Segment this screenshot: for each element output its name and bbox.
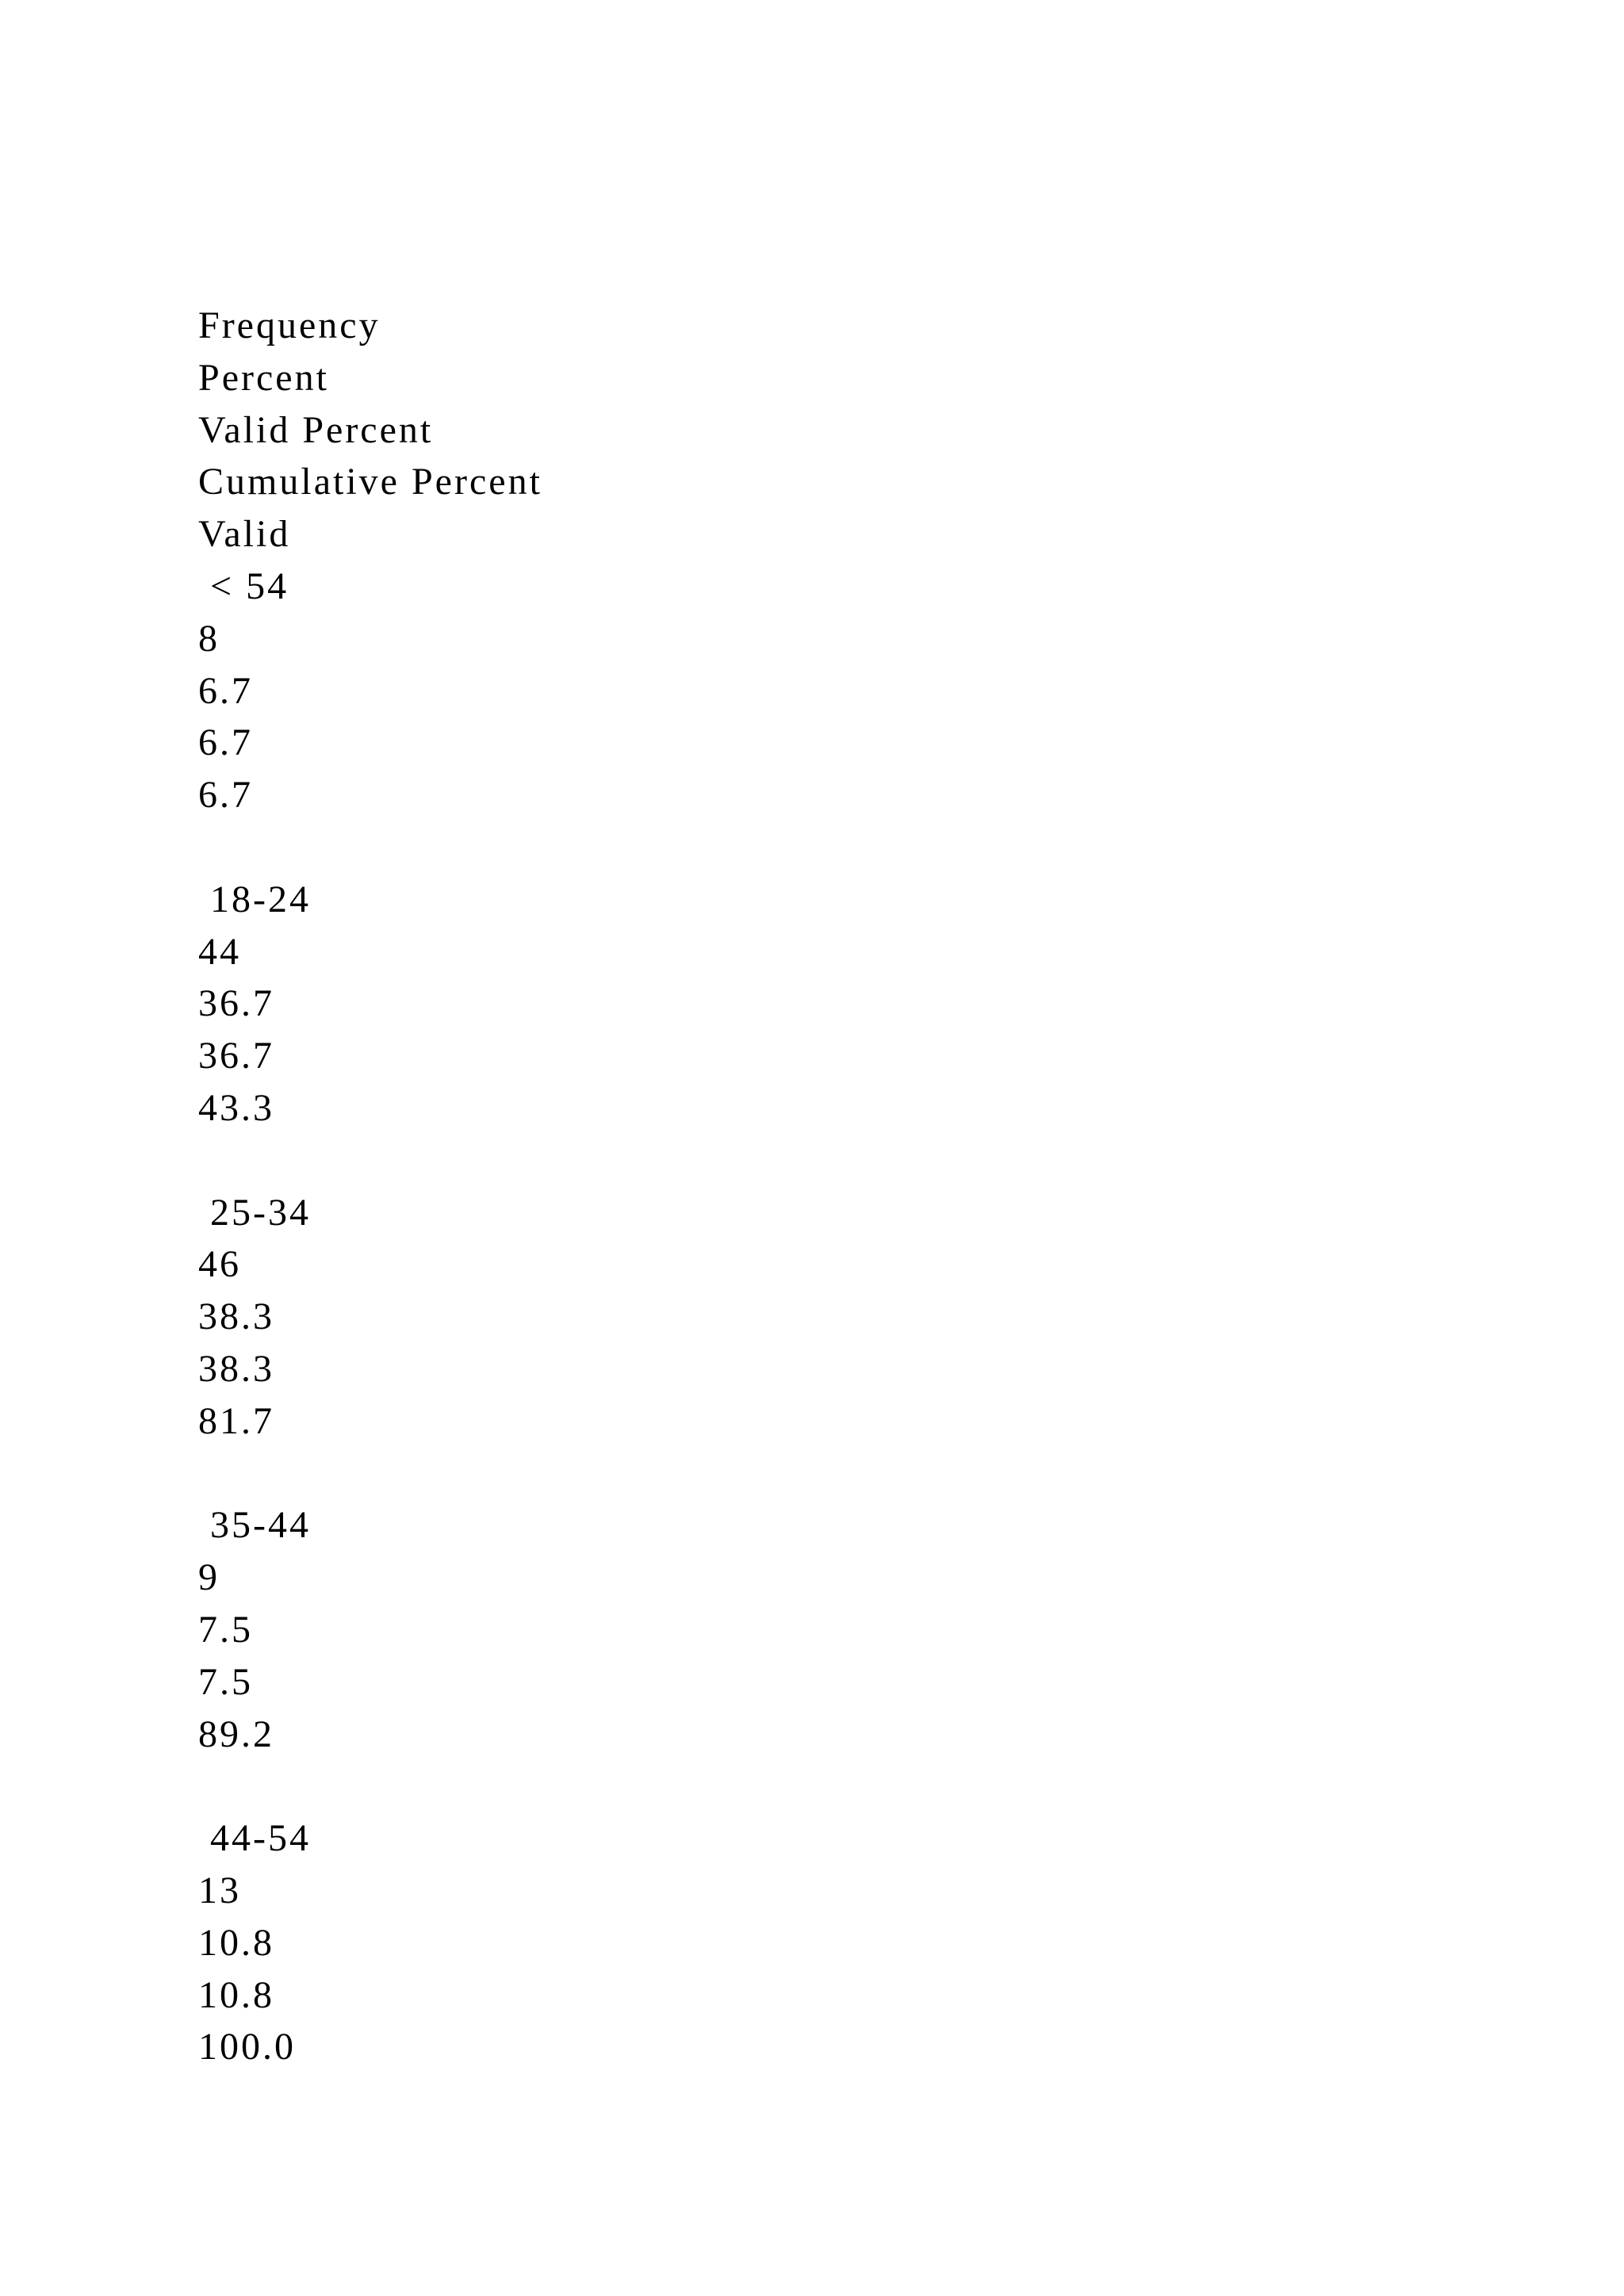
row-frequency: 46 (198, 1243, 241, 1286)
row-frequency: 13 (198, 1869, 241, 1911)
header-valid: Valid (198, 513, 291, 556)
row-category: < 54 (198, 564, 289, 607)
row-cumulative-percent: 43.3 (198, 1086, 274, 1129)
row-spacer (198, 1448, 1467, 1500)
row-frequency: 9 (198, 1556, 220, 1599)
row-valid-percent: 6.7 (198, 721, 253, 764)
row-category: 35-44 (198, 1504, 311, 1547)
row-cumulative-percent: 89.2 (198, 1712, 274, 1755)
row-percent: 38.3 (198, 1295, 274, 1338)
row-frequency: 44 (198, 930, 241, 973)
row-valid-percent: 38.3 (198, 1347, 274, 1390)
row-valid-percent: 10.8 (198, 1973, 274, 2016)
row-cumulative-percent: 6.7 (198, 774, 253, 817)
row-category: 25-34 (198, 1191, 311, 1234)
row-cumulative-percent: 100.0 (198, 2026, 296, 2068)
row-frequency: 8 (198, 617, 220, 660)
row-valid-percent: 7.5 (198, 1660, 253, 1703)
header-valid-percent: Valid Percent (198, 408, 434, 451)
row-percent: 6.7 (198, 669, 253, 712)
header-cumulative-percent: Cumulative Percent (198, 461, 542, 503)
row-spacer (198, 1760, 1467, 1812)
row-spacer (198, 1135, 1467, 1187)
row-valid-percent: 36.7 (198, 1035, 274, 1077)
row-category: 44-54 (198, 1817, 311, 1860)
row-spacer (198, 821, 1467, 874)
frequency-table-text (198, 300, 1467, 2073)
row-category: 18-24 (198, 878, 311, 920)
row-cumulative-percent: 81.7 (198, 1399, 274, 1442)
row-percent: 7.5 (198, 1608, 253, 1651)
header-frequency: Frequency (198, 304, 381, 346)
row-percent: 36.7 (198, 982, 274, 1025)
header-percent: Percent (198, 356, 329, 399)
row-percent: 10.8 (198, 1921, 274, 1964)
